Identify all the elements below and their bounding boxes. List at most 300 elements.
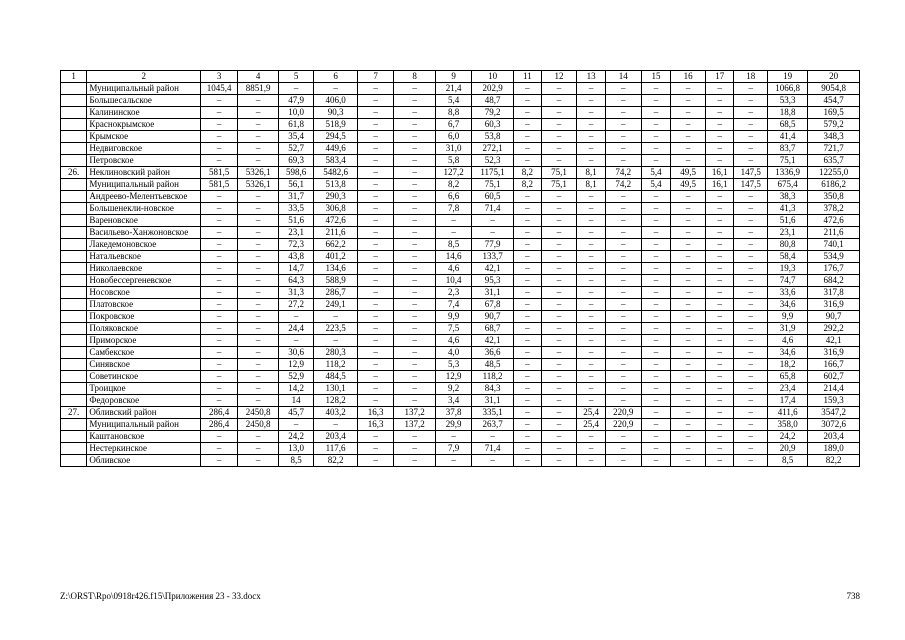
value-cell: – [541,239,577,251]
value-cell: – [641,131,671,143]
value-cell: – [436,431,472,443]
value-cell: 74,2 [605,167,641,179]
value-cell: – [641,335,671,347]
value-cell: 449,6 [313,143,357,155]
row-number-cell [61,263,87,275]
value-cell: 31,7 [279,191,314,203]
value-cell: – [641,287,671,299]
value-cell: – [605,455,641,467]
value-cell: – [238,455,279,467]
value-cell: – [358,95,394,107]
row-number-cell [61,311,87,323]
value-cell: 75,1 [541,167,577,179]
column-number-header: 1 [61,71,87,83]
value-cell: 52,7 [279,143,314,155]
value-cell: 6186,2 [808,179,860,191]
value-cell: 454,7 [808,95,860,107]
value-cell: – [577,455,605,467]
value-cell: – [734,239,768,251]
value-cell: 75,1 [472,179,514,191]
column-number-header: 18 [734,71,768,83]
value-cell: – [734,347,768,359]
value-cell: – [705,431,733,443]
value-cell: 6,6 [436,191,472,203]
value-cell: 2450,8 [238,407,279,419]
row-number-cell: 26. [61,167,87,179]
value-cell: – [705,263,733,275]
value-cell: – [394,311,436,323]
row-number-cell [61,155,87,167]
value-cell: 10,4 [436,275,472,287]
value-cell: 60,5 [472,191,514,203]
table-row [61,239,860,251]
value-cell: – [734,131,768,143]
value-cell: 348,3 [808,131,860,143]
value-cell: 24,4 [279,323,314,335]
value-cell: – [671,227,706,239]
value-cell: 21,4 [436,83,472,95]
value-cell: – [201,263,238,275]
column-number-header: 4 [238,71,279,83]
value-cell: – [641,203,671,215]
value-cell: – [514,323,541,335]
value-cell: – [541,359,577,371]
value-cell: – [394,251,436,263]
value-cell: – [605,131,641,143]
value-cell: – [238,239,279,251]
value-cell: – [671,191,706,203]
value-cell: 43,8 [279,251,314,263]
value-cell: – [641,251,671,263]
value-cell: – [641,407,671,419]
table-row [61,455,860,467]
value-cell: – [577,95,605,107]
value-cell: – [541,419,577,431]
value-cell: 598,6 [279,167,314,179]
value-cell: – [238,299,279,311]
value-cell: – [514,371,541,383]
value-cell: – [577,275,605,287]
value-cell: 14 [279,395,314,407]
value-cell: – [641,275,671,287]
value-cell: – [238,431,279,443]
value-cell: – [577,395,605,407]
value-cell: – [734,83,768,95]
value-cell: – [514,131,541,143]
value-cell: – [358,299,394,311]
table-row [61,263,860,275]
column-number-header: 5 [279,71,314,83]
value-cell: – [541,191,577,203]
value-cell: – [734,359,768,371]
row-number-cell [61,275,87,287]
value-cell: 16,1 [705,179,733,191]
value-cell: – [605,383,641,395]
value-cell: 33,5 [279,203,314,215]
value-cell: – [705,395,733,407]
value-cell: 8,2 [514,179,541,191]
value-cell: 635,7 [808,155,860,167]
value-cell: 8,2 [436,179,472,191]
value-cell: 5,4 [641,179,671,191]
value-cell: 75,1 [541,179,577,191]
value-cell: – [605,299,641,311]
value-cell: – [541,107,577,119]
value-cell: – [541,347,577,359]
value-cell: 12,9 [279,359,314,371]
value-cell: – [577,323,605,335]
territory-name-cell: Обливское [87,455,201,467]
value-cell: 472,6 [313,215,357,227]
value-cell: 5,4 [436,95,472,107]
value-cell: – [577,191,605,203]
value-cell: 1045,4 [201,83,238,95]
table-row [61,335,860,347]
value-cell: 25,4 [577,419,605,431]
value-cell: – [279,419,314,431]
value-cell: – [671,83,706,95]
table-row [61,275,860,287]
value-cell: – [705,251,733,263]
value-cell: 5326,1 [238,167,279,179]
document-path: Z:\ORST\Rpo\0918r426.f15\Приложения 23 - 33.docx [60,591,261,601]
value-cell: – [641,263,671,275]
value-cell: – [671,335,706,347]
value-cell: – [705,215,733,227]
value-cell: – [201,239,238,251]
value-cell: – [394,227,436,239]
value-cell: – [541,311,577,323]
value-cell: 33,6 [768,287,808,299]
value-cell: – [514,407,541,419]
value-cell: – [358,227,394,239]
table-row [61,311,860,323]
territory-name-cell: Калининское [87,107,201,119]
value-cell: – [514,239,541,251]
value-cell: – [358,155,394,167]
value-cell: – [313,419,357,431]
table-row [61,167,860,179]
value-cell: – [201,119,238,131]
value-cell: – [577,203,605,215]
value-cell: 292,2 [808,323,860,335]
value-cell: 147,5 [734,167,768,179]
value-cell: – [514,251,541,263]
value-cell: 23,1 [768,227,808,239]
value-cell: 18,2 [768,359,808,371]
value-cell: – [671,155,706,167]
row-number-cell [61,119,87,131]
table-row [61,155,860,167]
value-cell: – [394,455,436,467]
value-cell: 403,2 [313,407,357,419]
row-number-cell [61,227,87,239]
value-cell: – [734,287,768,299]
value-cell: 130,1 [313,383,357,395]
value-cell: – [605,431,641,443]
value-cell: 72,3 [279,239,314,251]
table-row [61,371,860,383]
value-cell: 74,2 [605,179,641,191]
value-cell: 358,0 [768,419,808,431]
territory-name-cell: Обливский район [87,407,201,419]
value-cell: 5326,1 [238,179,279,191]
value-cell: – [671,347,706,359]
value-cell: – [394,263,436,275]
value-cell: – [514,347,541,359]
value-cell: – [641,215,671,227]
value-cell: – [394,179,436,191]
value-cell: – [671,287,706,299]
value-cell: – [238,203,279,215]
value-cell: – [671,443,706,455]
territory-name-cell: Неклиновский район [87,167,201,179]
table-row [61,299,860,311]
value-cell: – [358,443,394,455]
value-cell: – [238,155,279,167]
value-cell: – [734,371,768,383]
value-cell: – [577,227,605,239]
row-number-cell [61,443,87,455]
value-cell: – [541,251,577,263]
value-cell: 49,5 [671,179,706,191]
value-cell: – [705,143,733,155]
value-cell: 53,8 [472,131,514,143]
column-number-header: 12 [541,71,577,83]
row-number-cell [61,395,87,407]
value-cell: – [671,107,706,119]
value-cell: – [358,251,394,263]
value-cell: – [605,323,641,335]
value-cell: – [394,95,436,107]
value-cell: – [238,251,279,263]
column-number-header: 8 [394,71,436,83]
value-cell: 581,5 [201,167,238,179]
value-cell: 14,7 [279,263,314,275]
column-number-header: 10 [472,71,514,83]
value-cell: 203,4 [313,431,357,443]
value-cell: – [671,275,706,287]
value-cell: 159,3 [808,395,860,407]
value-cell: – [514,203,541,215]
value-cell: – [641,371,671,383]
value-cell: – [201,275,238,287]
value-cell: – [734,215,768,227]
value-cell: 290,3 [313,191,357,203]
value-cell: – [705,227,733,239]
value-cell: 37,8 [436,407,472,419]
value-cell: – [358,287,394,299]
value-cell: – [394,299,436,311]
value-cell: – [577,119,605,131]
value-cell: – [358,191,394,203]
value-cell: 52,9 [279,371,314,383]
value-cell: 9,2 [436,383,472,395]
value-cell: – [514,191,541,203]
value-cell: 16,1 [705,167,733,179]
value-cell: 64,3 [279,275,314,287]
value-cell: – [577,431,605,443]
value-cell: 406,0 [313,95,357,107]
value-cell: – [358,131,394,143]
value-cell: – [514,335,541,347]
value-cell: – [705,383,733,395]
value-cell: – [394,215,436,227]
value-cell: – [201,191,238,203]
table-row [61,287,860,299]
value-cell: – [238,143,279,155]
territory-name-cell: Крымское [87,131,201,143]
value-cell: – [358,275,394,287]
row-number-cell [61,347,87,359]
value-cell: 588,9 [313,275,357,287]
value-cell: – [641,311,671,323]
value-cell: – [238,107,279,119]
value-cell: – [472,227,514,239]
value-cell: 8851,9 [238,83,279,95]
value-cell: – [313,335,357,347]
value-cell: – [541,323,577,335]
table-row [61,131,860,143]
value-cell: 80,8 [768,239,808,251]
value-cell: – [279,311,314,323]
value-cell: – [705,419,733,431]
value-cell: 67,8 [472,299,514,311]
value-cell: 9,9 [436,311,472,323]
table-header-row [61,71,860,83]
value-cell: 60,3 [472,119,514,131]
territory-name-cell: Нестеркинское [87,443,201,455]
value-cell: – [577,107,605,119]
value-cell: 12,9 [436,371,472,383]
value-cell: 61,8 [279,119,314,131]
table-row [61,203,860,215]
value-cell: – [705,191,733,203]
value-cell: – [201,359,238,371]
value-cell: – [394,239,436,251]
value-cell: 133,7 [472,251,514,263]
value-cell: 202,9 [472,83,514,95]
value-cell: – [671,311,706,323]
value-cell: 77,9 [472,239,514,251]
row-number-cell [61,359,87,371]
value-cell: – [541,215,577,227]
value-cell: 71,4 [472,443,514,455]
territory-name-cell: Краснокрымское [87,119,201,131]
column-number-header: 14 [605,71,641,83]
value-cell: 4,6 [436,263,472,275]
territory-name-cell: Синявское [87,359,201,371]
table-row [61,83,860,95]
value-cell: 48,5 [472,359,514,371]
value-cell: 401,2 [313,251,357,263]
value-cell: – [577,155,605,167]
value-cell: – [577,371,605,383]
value-cell: 58,4 [768,251,808,263]
value-cell: 45,7 [279,407,314,419]
value-cell: – [201,227,238,239]
value-cell: – [734,311,768,323]
value-cell: – [313,83,357,95]
value-cell: 335,1 [472,407,514,419]
value-cell: 4,6 [436,335,472,347]
value-cell: 49,5 [671,167,706,179]
row-number-cell [61,239,87,251]
territory-name-cell: Каштановское [87,431,201,443]
row-number-cell [61,131,87,143]
value-cell: – [734,443,768,455]
value-cell: 17,4 [768,395,808,407]
territory-name-cell: Самбекское [87,347,201,359]
value-cell: – [358,359,394,371]
value-cell: – [605,215,641,227]
value-cell: 2450,8 [238,419,279,431]
value-cell: – [514,395,541,407]
value-cell: 137,2 [394,419,436,431]
value-cell: 6,7 [436,119,472,131]
table-row [61,119,860,131]
value-cell: – [705,239,733,251]
value-cell: – [541,275,577,287]
territory-name-cell: Платовское [87,299,201,311]
value-cell: 137,2 [394,407,436,419]
territory-name-cell: Недвиговское [87,143,201,155]
value-cell: – [605,443,641,455]
table-row [61,227,860,239]
value-cell: – [514,155,541,167]
value-cell: – [541,263,577,275]
value-cell: 14,6 [436,251,472,263]
value-cell: 147,5 [734,179,768,191]
value-cell: – [541,143,577,155]
value-cell: – [201,287,238,299]
value-cell: – [671,203,706,215]
value-cell: – [238,335,279,347]
row-number-cell [61,203,87,215]
value-cell: 272,1 [472,143,514,155]
value-cell: 7,9 [436,443,472,455]
column-number-header: 2 [87,71,201,83]
value-cell: – [238,95,279,107]
value-cell: – [605,359,641,371]
value-cell: – [358,335,394,347]
value-cell: 8,1 [577,179,605,191]
value-cell: 10,0 [279,107,314,119]
value-cell: 306,8 [313,203,357,215]
value-cell: – [358,323,394,335]
value-cell: 13,0 [279,443,314,455]
value-cell: – [705,407,733,419]
territory-name-cell: Поляковское [87,323,201,335]
value-cell: 8,5 [436,239,472,251]
value-cell: 25,4 [577,407,605,419]
value-cell: – [577,347,605,359]
value-cell: 65,8 [768,371,808,383]
column-number-header: 7 [358,71,394,83]
value-cell: – [436,215,472,227]
value-cell: 52,3 [472,155,514,167]
value-cell: 5,8 [436,155,472,167]
value-cell: 684,2 [808,275,860,287]
value-cell: – [705,203,733,215]
value-cell: 534,9 [808,251,860,263]
territory-name-cell: Вареновское [87,215,201,227]
value-cell: 5,4 [641,167,671,179]
column-number-header: 15 [641,71,671,83]
value-cell: – [472,215,514,227]
value-cell: 117,6 [313,443,357,455]
value-cell: – [641,119,671,131]
